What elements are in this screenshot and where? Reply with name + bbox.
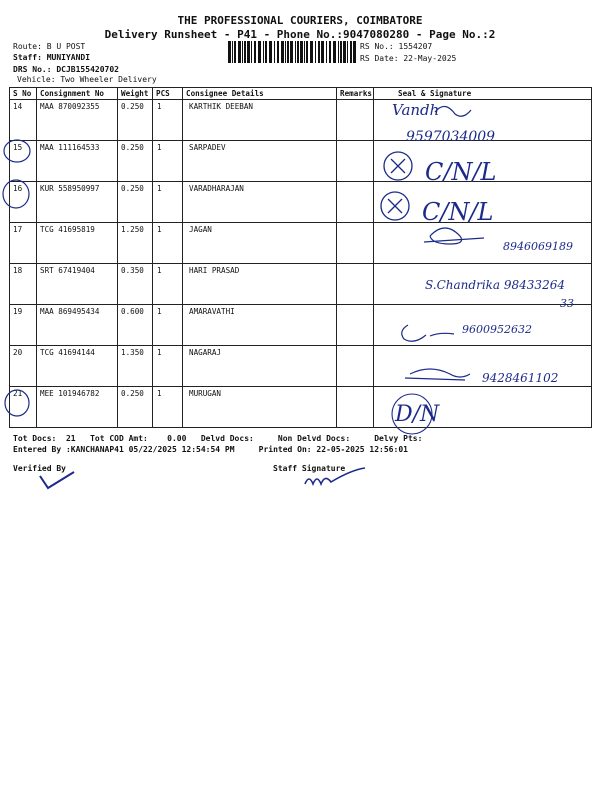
cell-seal-signature [374, 182, 592, 223]
barcode-bar [347, 41, 348, 63]
cell-sno: 18 [10, 264, 37, 305]
col-consignee: Consignee Details [183, 88, 337, 100]
table-row [10, 100, 592, 141]
col-pcs: PCS [153, 88, 183, 100]
cell-seal-signature [374, 100, 592, 141]
cell-remarks [337, 346, 374, 387]
cell-remarks [337, 100, 374, 141]
table-row [10, 305, 592, 346]
cell-consignment: TCG 41694144 [37, 346, 118, 387]
cell-remarks [337, 387, 374, 428]
cell-consignee: SARPADEV [183, 141, 337, 182]
col-weight: Weight [118, 88, 153, 100]
cell-pcs: 1 [153, 264, 183, 305]
barcode-bar [232, 41, 233, 63]
cell-remarks [337, 182, 374, 223]
route-label: Route: B U POST [13, 42, 86, 51]
barcode-bar [315, 41, 316, 63]
cell-consignment: MEE 101946782 [37, 387, 118, 428]
cell-weight: 1.250 [118, 223, 153, 264]
staff-label: Staff: MUNIYANDI [13, 53, 91, 62]
handwritten-extra: 33 [560, 297, 574, 310]
cell-consignee: AMARAVATHI [183, 305, 337, 346]
cell-seal-signature [374, 141, 592, 182]
cell-weight: 1.350 [118, 346, 153, 387]
cell-consignment: MAA 869495434 [37, 305, 118, 346]
footer-totals: Tot Docs: 21 Tot COD Amt: 0.00 Delvd Docs: Non Delvd Docs: Delvy Pts: [13, 434, 423, 443]
cell-consignment: MAA 111164533 [37, 141, 118, 182]
barcode-bar [238, 41, 241, 63]
barcode-bar [318, 41, 320, 63]
barcode-bar [234, 41, 236, 63]
handwritten-phone: 8946069189 [503, 240, 573, 253]
company-title: THE PROFESSIONAL COURIERS, COIMBATORE [177, 14, 423, 27]
cell-pcs: 1 [153, 387, 183, 428]
barcode-bar [333, 41, 336, 63]
cell-weight: 0.250 [118, 182, 153, 223]
dn-mark: D/N [395, 402, 440, 427]
handwritten-phone: 9600952632 [462, 323, 532, 336]
handwritten-phone: 9428461102 [482, 371, 559, 385]
table-row [10, 387, 592, 428]
staff-signature-label: Staff Signature [273, 464, 346, 473]
cell-pcs: 1 [153, 141, 183, 182]
cell-sno: 16 [10, 182, 37, 223]
table-row [10, 223, 592, 264]
cell-consignee: NAGARAJ [183, 346, 337, 387]
barcode-bar [290, 41, 293, 63]
barcode-bar [297, 41, 299, 63]
barcode-bar [295, 41, 296, 63]
barcode-bar [254, 41, 256, 63]
cell-sno: 19 [10, 305, 37, 346]
col-seal-signature: Seal & Signature [374, 88, 592, 100]
barcode-bar [329, 41, 331, 63]
cell-remarks [337, 264, 374, 305]
barcode-bar [321, 41, 324, 63]
cell-pcs: 1 [153, 346, 183, 387]
cell-seal-signature [374, 305, 592, 346]
cell-consignment: KUR 558950997 [37, 182, 118, 223]
barcode-bar [285, 41, 286, 63]
table-header-row [10, 88, 592, 100]
barcode-bar [263, 41, 264, 63]
vehicle-label: Vehicle: Two Wheeler Delivery [17, 75, 157, 84]
barcode-bar [242, 41, 243, 63]
handwritten-phone: 9597034009 [406, 129, 496, 145]
cell-weight: 0.250 [118, 387, 153, 428]
cell-weight: 0.600 [118, 305, 153, 346]
verified-signature [40, 472, 74, 488]
handwritten-name-phone: S.Chandrika 98433264 [425, 278, 565, 292]
barcode-bar [244, 41, 246, 63]
cell-sno: 14 [10, 100, 37, 141]
cell-consignee: VARADHARAJAN [183, 182, 337, 223]
col-sno: S No [10, 88, 37, 100]
cnl-mark: C/N/L [425, 158, 497, 186]
cell-consignee: JAGAN [183, 223, 337, 264]
cell-consignee: MURUGAN [183, 387, 337, 428]
cell-sno: 15 [10, 141, 37, 182]
barcode-bar [343, 41, 346, 63]
barcode-bar [340, 41, 342, 63]
cell-pcs: 1 [153, 223, 183, 264]
barcode-bar [247, 41, 250, 63]
rs-date: RS Date: 22-May-2025 [360, 54, 457, 63]
col-consignment: Consignment No [37, 88, 118, 100]
barcode-bar [228, 41, 231, 63]
barcode-bar [277, 41, 279, 63]
cell-pcs: 1 [153, 182, 183, 223]
table-row [10, 264, 592, 305]
cell-consignee: KARTHIK DEEBAN [183, 100, 337, 141]
barcode-bar [326, 41, 327, 63]
cnl-mark: C/N/L [422, 198, 494, 226]
verified-by-label: Verified By [13, 464, 66, 473]
cell-consignment: SRT 67419404 [37, 264, 118, 305]
table-row [10, 182, 592, 223]
barcode-bar [304, 41, 305, 63]
barcode [228, 41, 356, 63]
cell-sno: 17 [10, 223, 37, 264]
cell-consignment: TCG 41695819 [37, 223, 118, 264]
footer-entered: Entered By :KANCHANAP41 05/22/2025 12:54:54 PM Printed On: 22-05-2025 12:56:01 [13, 445, 408, 454]
cell-remarks [337, 141, 374, 182]
cell-consignment: MAA 870092355 [37, 100, 118, 141]
barcode-bar [281, 41, 284, 63]
cell-seal-signature [374, 387, 592, 428]
cell-seal-signature [374, 346, 592, 387]
barcode-bar [338, 41, 339, 63]
barcode-bar [258, 41, 261, 63]
cell-pcs: 1 [153, 100, 183, 141]
table-row [10, 346, 592, 387]
barcode-bar [306, 41, 308, 63]
cell-remarks [337, 223, 374, 264]
barcode-bar [251, 41, 252, 63]
barcode-bar [274, 41, 275, 63]
cell-weight: 0.250 [118, 141, 153, 182]
barcode-bar [287, 41, 289, 63]
cell-weight: 0.250 [118, 100, 153, 141]
runsheet-table [9, 87, 592, 428]
col-remarks: Remarks [337, 88, 374, 100]
barcode-bar [350, 41, 352, 63]
runsheet-subtitle: Delivery Runsheet - P41 - Phone No.:9047080280 - Page No.:2 [104, 28, 496, 41]
cell-weight: 0.350 [118, 264, 153, 305]
barcode-bar [265, 41, 267, 63]
cell-pcs: 1 [153, 305, 183, 346]
cell-consignee: HARI PRASAD [183, 264, 337, 305]
cell-sno: 21 [10, 387, 37, 428]
cell-seal-signature [374, 223, 592, 264]
table-row [10, 141, 592, 182]
barcode-bar [300, 41, 303, 63]
rs-number: RS No.: 1554207 [360, 42, 433, 51]
drs-label: DRS No.: DCJB155420702 [13, 65, 119, 74]
barcode-bar [269, 41, 272, 63]
barcode-bar [310, 41, 313, 63]
handwritten-signature: Vandh [392, 101, 440, 119]
cell-remarks [337, 305, 374, 346]
cell-sno: 20 [10, 346, 37, 387]
cell-seal-signature [374, 264, 592, 305]
barcode-bar [353, 41, 356, 63]
